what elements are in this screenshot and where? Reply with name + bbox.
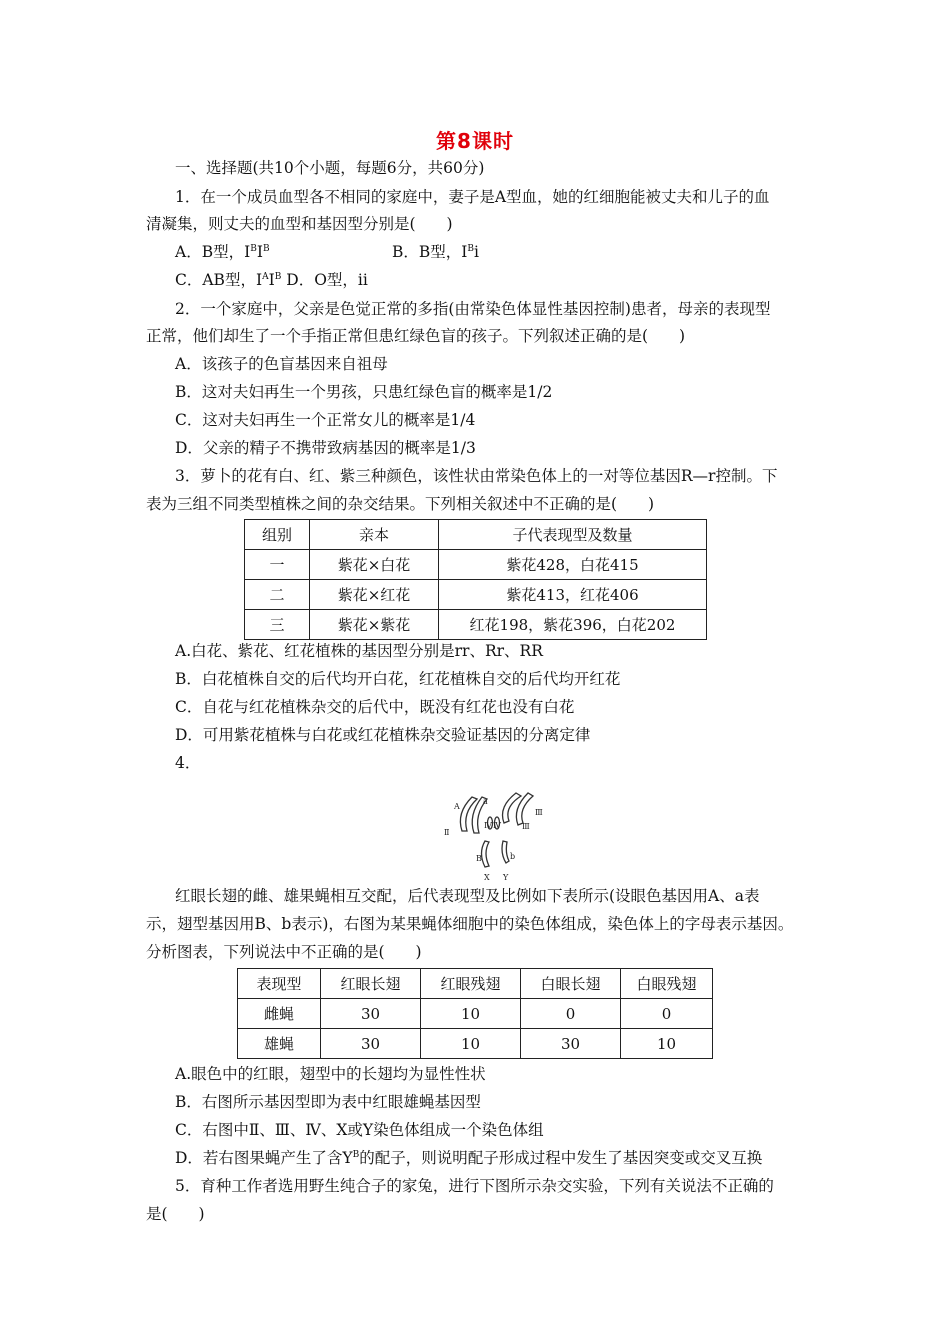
q3-header-cell: 子代表现型及数量	[439, 520, 707, 550]
q4-table	[237, 968, 713, 1059]
q4-stem-2: 示，翅型基因用B、b表示)，右图为某果蝇体细胞中的染色体组成，染色体上的字母表示基因。	[146, 915, 794, 933]
q4-option-c: C．右图中Ⅱ、Ⅲ、Ⅳ、X或Y染色体组成一个染色体组	[175, 1121, 544, 1139]
fig-label: B	[476, 854, 482, 863]
table-cell: 二	[245, 580, 310, 610]
q4-header-cell: 白眼长翅	[521, 969, 621, 999]
q2-stem-1: 2．一个家庭中，父亲是色觉正常的多指(由常染色体显性基因控制)患者，母亲的表现型	[175, 300, 771, 318]
q2-option-d: D．父亲的精子不携带致病基因的概率是1/3	[175, 439, 476, 457]
q1-option-d: D．O型，ii	[286, 271, 368, 289]
q4-stem-3: 分析图表，下列说法中不正确的是( )	[146, 943, 422, 961]
section-heading: 一、选择题(共10个小题，每题6分，共60分)	[175, 159, 485, 177]
q3-header-cell: 亲本	[310, 520, 439, 550]
q4-header-cell: 红眼残翅	[421, 969, 521, 999]
q1-stem-2: 清凝集，则丈夫的血型和基因型分别是( )	[146, 215, 453, 233]
table-cell: 一	[245, 550, 310, 580]
q4-header-cell: 白眼残翅	[621, 969, 713, 999]
q1-option-b: B．B型，$I^Bi$	[392, 243, 479, 261]
q2-option-c: C．这对夫妇再生一个正常女儿的概率是1/4	[175, 411, 476, 429]
table-row	[238, 1029, 713, 1059]
fig-label: Ⅳ	[493, 821, 501, 830]
fig-label: Ⅱ	[444, 828, 450, 837]
q4-stem-1: 红眼长翅的雌、雄果蝇相互交配，后代表现型及比例如下表所示(设眼色基因用A、a表	[175, 887, 760, 905]
q1-stem-1: 1．在一个成员血型各不相同的家庭中，妻子是A型血，她的红细胞能被丈夫和儿子的血	[175, 188, 770, 206]
q4-header-cell: 红眼长翅	[321, 969, 421, 999]
q2-option-a: A．该孩子的色盲基因来自祖母	[175, 355, 388, 373]
q4-header-cell: 表现型	[238, 969, 321, 999]
table-row	[238, 999, 713, 1029]
table-cell: 30	[321, 1029, 421, 1059]
q4-number: 4．	[175, 754, 201, 772]
fig-label: Ⅳ	[484, 821, 492, 830]
chromosome-y	[502, 841, 509, 863]
q2-stem-2: 正常，他们却生了一个手指正常但患红绿色盲的孩子。下列叙述正确的是( )	[146, 327, 686, 345]
table-cell: 紫花×红花	[310, 580, 439, 610]
table-cell: 10	[421, 1029, 521, 1059]
q3-table-header	[245, 520, 707, 550]
fig-label: X	[484, 873, 490, 882]
q3-table	[244, 519, 707, 640]
q4-table-header	[238, 969, 713, 999]
table-cell: 三	[245, 610, 310, 640]
q3-header-cell: 组别	[245, 520, 310, 550]
q4-option-a: A.眼色中的红眼，翅型中的长翅均为显性性状	[175, 1065, 486, 1083]
table-cell: 0	[621, 999, 713, 1029]
page-title: 第8课时	[436, 129, 514, 153]
table-cell: 紫花428，白花415	[439, 550, 707, 580]
chromosome-ii-left	[460, 797, 477, 831]
q3-option-d: D．可用紫花植株与白花或红花植株杂交验证基因的分离定律	[175, 726, 591, 744]
chromosome-x	[482, 841, 490, 867]
q4-option-b: B．右图所示基因型即为表中红眼雄蝇基因型	[175, 1093, 481, 1111]
fig-label: b	[510, 852, 516, 861]
q1-options-cd	[175, 270, 368, 290]
table-cell: 30	[521, 1029, 621, 1059]
q1-option-c: C．AB型，$I^AI^B$	[175, 271, 282, 289]
q1-option-a: A．B型，$I^BI^B$	[175, 243, 270, 261]
table-cell: 10	[621, 1029, 713, 1059]
table-cell: 雌蝇	[238, 999, 321, 1029]
fig-label: Ⅲ	[535, 808, 543, 817]
table-cell: 红花198，紫花396，白花202	[439, 610, 707, 640]
q5-stem-2: 是( )	[146, 1205, 205, 1223]
table-row	[245, 580, 707, 610]
q3-option-b: B．白花植株自交的后代均开白花，红花植株自交的后代均开红花	[175, 670, 621, 688]
q3-option-a: A.白花、紫花、红花植株的基因型分别是rr、Rr、RR	[175, 642, 543, 660]
table-cell: 紫花413，红花406	[439, 580, 707, 610]
fig-label: A	[454, 802, 460, 811]
q2-option-b: B．这对夫妇再生一个男孩，只患红绿色盲的概率是1/2	[175, 383, 553, 401]
fig-label: Ⅲ	[522, 822, 530, 831]
table-cell: 紫花×白花	[310, 550, 439, 580]
q3-option-c: C．自花与红花植株杂交的后代中，既没有红花也没有白花	[175, 698, 575, 716]
q1-options-ab	[175, 242, 479, 262]
fig-label: a	[483, 797, 488, 806]
table-cell: 10	[421, 999, 521, 1029]
q3-stem-1: 3．萝卜的花有白、红、紫三种颜色，该性状由常染色体上的一对等位基因R—r控制。下	[175, 467, 778, 485]
table-row	[245, 550, 707, 580]
q5-stem-1: 5．育种工作者选用野生纯合子的家兔，进行下图所示杂交实验，下列有关说法不正确的	[175, 1177, 774, 1195]
table-cell: 紫花×紫花	[310, 610, 439, 640]
q3-stem-2: 表为三组不同类型植株之间的杂交结果。下列相关叙述中不正确的是( )	[146, 495, 655, 513]
table-cell: 30	[321, 999, 421, 1029]
chromosome-figure	[440, 783, 550, 888]
table-cell: 雄蝇	[238, 1029, 321, 1059]
table-row	[245, 610, 707, 640]
q4-option-d: D．若右图果蝇产生了含$Y^B$的配子，则说明配子形成过程中发生了基因突变或交叉互换	[175, 1149, 763, 1167]
fig-label: Y	[503, 873, 509, 882]
table-cell: 0	[521, 999, 621, 1029]
